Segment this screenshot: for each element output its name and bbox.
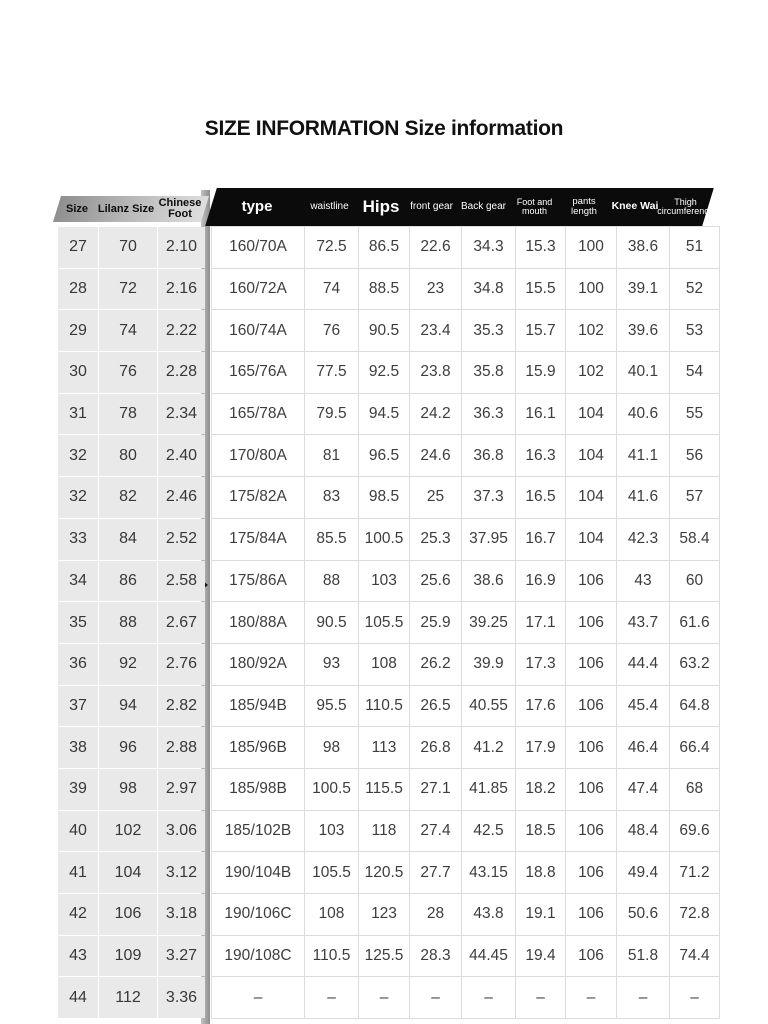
table-cell: 106: [566, 810, 617, 852]
table-cell: 39.25: [462, 602, 516, 644]
table-cell: 74.4: [670, 935, 720, 977]
table-cell: 72: [99, 269, 157, 310]
column-header: Chinese Foot: [158, 197, 202, 220]
table-cell: 81: [305, 435, 359, 477]
table-row: [212, 393, 720, 435]
table-cell: 44.45: [462, 935, 516, 977]
table-cell: 37.3: [462, 477, 516, 519]
table-cell: 26.5: [410, 685, 462, 727]
table-cell: 47.4: [617, 768, 670, 810]
table-cell: 34.8: [462, 268, 516, 310]
table-row: [58, 686, 205, 727]
table-cell: 41.1: [617, 435, 670, 477]
table-cell: 98.5: [359, 477, 410, 519]
table-row: [212, 685, 720, 727]
table-cell: 17.9: [516, 727, 566, 769]
table-cell: 100: [566, 268, 617, 310]
table-cell: 160/72A: [212, 268, 305, 310]
table-cell: 18.5: [516, 810, 566, 852]
table-cell: 90.5: [305, 602, 359, 644]
table-row: [58, 477, 205, 518]
table-cell: 94.5: [359, 393, 410, 435]
table-cell: 112: [99, 977, 157, 1018]
table-cell: 2.82: [158, 686, 205, 727]
table-cell: 43.8: [462, 894, 516, 936]
size-conversion-table-body: [58, 227, 205, 1018]
table-row: [212, 643, 720, 685]
table-cell: 115.5: [359, 768, 410, 810]
column-header: Thigh circumference: [657, 196, 714, 216]
table-cell: 39.9: [462, 643, 516, 685]
table-cell: 16.1: [516, 393, 566, 435]
right-table-header-row: [211, 188, 714, 226]
table-cell: 106: [566, 768, 617, 810]
table-row: [212, 518, 720, 560]
table-cell: 113: [359, 727, 410, 769]
table-cell: 100.5: [359, 518, 410, 560]
table-row: [212, 894, 720, 936]
table-cell: 108: [359, 643, 410, 685]
table-cell: 27.4: [410, 810, 462, 852]
table-cell: 84: [99, 519, 157, 560]
table-cell: 56: [670, 435, 720, 477]
table-cell: 100.5: [305, 768, 359, 810]
table-row: [212, 310, 720, 352]
table-cell: 25: [410, 477, 462, 519]
table-cell: 165/78A: [212, 393, 305, 435]
table-row: [58, 310, 205, 351]
table-cell: 86: [99, 561, 157, 602]
table-cell: 104: [99, 852, 157, 893]
table-cell: 35: [58, 602, 98, 643]
table-row: [58, 394, 205, 435]
column-header: Hips: [362, 197, 400, 217]
table-cell: 23: [410, 268, 462, 310]
table-cell: 102: [566, 310, 617, 352]
table-cell: 71.2: [670, 852, 720, 894]
table-cell: 96.5: [359, 435, 410, 477]
table-cell: 106: [566, 685, 617, 727]
table-cell: 66.4: [670, 727, 720, 769]
table-cell: 31: [58, 394, 98, 435]
table-cell: 102: [566, 352, 617, 394]
table-cell: 70: [99, 227, 157, 268]
table-cell: 104: [566, 477, 617, 519]
table-cell: 58.4: [670, 518, 720, 560]
table-cell: 185/98B: [212, 768, 305, 810]
table-row: [212, 602, 720, 644]
table-cell: 76: [305, 310, 359, 352]
table-cell: 42.5: [462, 810, 516, 852]
table-row: [58, 727, 205, 768]
table-cell: 51.8: [617, 935, 670, 977]
table-cell: 160/70A: [212, 227, 305, 269]
table-cell: 109: [99, 936, 157, 977]
table-cell: 165/76A: [212, 352, 305, 394]
table-cell: 118: [359, 810, 410, 852]
table-cell: 61.6: [670, 602, 720, 644]
table-cell: 25.9: [410, 602, 462, 644]
table-cell: 35.8: [462, 352, 516, 394]
table-cell: 23.4: [410, 310, 462, 352]
table-cell: 57: [670, 477, 720, 519]
table-row: [212, 435, 720, 477]
table-cell: –: [617, 977, 670, 1019]
table-cell: 27.7: [410, 852, 462, 894]
table-cell: 38.6: [617, 227, 670, 269]
table-cell: 64.8: [670, 685, 720, 727]
table-row: [58, 894, 205, 935]
table-cell: 92.5: [359, 352, 410, 394]
table-cell: 94: [99, 686, 157, 727]
table-row: [58, 227, 205, 268]
table-cell: 2.76: [158, 644, 205, 685]
table-cell: 185/94B: [212, 685, 305, 727]
table-cell: 86.5: [359, 227, 410, 269]
table-row: [58, 769, 205, 810]
table-cell: 37: [58, 686, 98, 727]
table-cell: 190/104B: [212, 852, 305, 894]
table-cell: –: [359, 977, 410, 1019]
table-cell: 104: [566, 435, 617, 477]
table-cell: 104: [566, 518, 617, 560]
table-cell: 38: [58, 727, 98, 768]
table-cell: 52: [670, 268, 720, 310]
table-row: [212, 227, 720, 269]
table-cell: 2.28: [158, 352, 205, 393]
table-cell: 16.7: [516, 518, 566, 560]
table-cell: –: [566, 977, 617, 1019]
table-row: [212, 810, 720, 852]
table-cell: 79.5: [305, 393, 359, 435]
table-cell: 3.36: [158, 977, 205, 1018]
column-header: Back gear: [460, 200, 507, 212]
table-row: [58, 352, 205, 393]
table-cell: 180/88A: [212, 602, 305, 644]
table-cell: 104: [566, 393, 617, 435]
table-cell: 98: [305, 727, 359, 769]
table-cell: 36.3: [462, 393, 516, 435]
size-detail-table-body: [212, 227, 720, 1019]
table-cell: 37.95: [462, 518, 516, 560]
table-cell: 185/102B: [212, 810, 305, 852]
table-cell: 69.6: [670, 810, 720, 852]
table-cell: 39.6: [617, 310, 670, 352]
table-cell: 30: [58, 352, 98, 393]
table-cell: 27.1: [410, 768, 462, 810]
table-cell: –: [516, 977, 566, 1019]
table-cell: 17.3: [516, 643, 566, 685]
table-cell: –: [305, 977, 359, 1019]
table-row: [58, 936, 205, 977]
table-row: [212, 727, 720, 769]
table-cell: 98: [99, 769, 157, 810]
table-cell: 77.5: [305, 352, 359, 394]
column-header: Foot and mouth: [516, 196, 553, 216]
table-cell: 72.8: [670, 894, 720, 936]
table-cell: –: [462, 977, 516, 1019]
table-cell: 43: [58, 936, 98, 977]
table-cell: 51: [670, 227, 720, 269]
table-cell: 80: [99, 435, 157, 476]
table-cell: 2.16: [158, 269, 205, 310]
table-cell: 17.6: [516, 685, 566, 727]
table-cell: 108: [305, 894, 359, 936]
table-cell: 16.3: [516, 435, 566, 477]
table-cell: 2.22: [158, 310, 205, 351]
table-cell: –: [410, 977, 462, 1019]
table-row: [58, 519, 205, 560]
table-cell: 53: [670, 310, 720, 352]
table-cell: 170/80A: [212, 435, 305, 477]
table-cell: 106: [566, 935, 617, 977]
table-cell: 96: [99, 727, 157, 768]
table-cell: 78: [99, 394, 157, 435]
table-row: [58, 852, 205, 893]
table-row: [212, 768, 720, 810]
table-cell: 106: [566, 560, 617, 602]
table-row: [212, 268, 720, 310]
column-header: waistline: [310, 200, 349, 212]
table-cell: 175/84A: [212, 518, 305, 560]
table-cell: 17.1: [516, 602, 566, 644]
table-cell: 41.85: [462, 768, 516, 810]
table-cell: 29: [58, 310, 98, 351]
table-cell: 2.40: [158, 435, 205, 476]
table-cell: 88.5: [359, 268, 410, 310]
table-row: [212, 852, 720, 894]
table-cell: 18.2: [516, 768, 566, 810]
table-cell: 19.4: [516, 935, 566, 977]
table-cell: 15.9: [516, 352, 566, 394]
table-cell: 110.5: [359, 685, 410, 727]
table-cell: 42.3: [617, 518, 670, 560]
table-cell: 15.3: [516, 227, 566, 269]
table-cell: 41.6: [617, 477, 670, 519]
table-cell: 35.3: [462, 310, 516, 352]
table-cell: 160/74A: [212, 310, 305, 352]
table-cell: 185/96B: [212, 727, 305, 769]
column-header: pants length: [571, 196, 597, 217]
table-cell: 26.8: [410, 727, 462, 769]
column-header: Size: [65, 202, 88, 215]
table-cell: 43.15: [462, 852, 516, 894]
table-cell: 38.6: [462, 560, 516, 602]
table-cell: 40.1: [617, 352, 670, 394]
size-detail-table: [211, 226, 720, 1019]
table-cell: 45.4: [617, 685, 670, 727]
table-cell: 18.8: [516, 852, 566, 894]
table-cell: 175/82A: [212, 477, 305, 519]
table-cell: 3.18: [158, 894, 205, 935]
column-header: Lilanz Size: [97, 202, 155, 215]
table-cell: 40: [58, 811, 98, 852]
table-cell: 120.5: [359, 852, 410, 894]
table-cell: 34.3: [462, 227, 516, 269]
table-cell: 16.5: [516, 477, 566, 519]
table-cell: –: [670, 977, 720, 1019]
table-cell: 48.4: [617, 810, 670, 852]
table-row: [212, 352, 720, 394]
table-cell: 28: [410, 894, 462, 936]
table-row: [58, 561, 205, 602]
table-cell: 2.58: [158, 561, 205, 602]
table-cell: 46.4: [617, 727, 670, 769]
table-cell: 88: [305, 560, 359, 602]
table-cell: 74: [305, 268, 359, 310]
column-header: front gear: [410, 200, 453, 212]
table-row: [58, 644, 205, 685]
table-cell: 44: [58, 977, 98, 1018]
table-row: [212, 935, 720, 977]
table-cell: 44.4: [617, 643, 670, 685]
table-cell: 24.6: [410, 435, 462, 477]
table-cell: 40.6: [617, 393, 670, 435]
table-cell: 106: [566, 894, 617, 936]
table-cell: 74: [99, 310, 157, 351]
table-cell: 110.5: [305, 935, 359, 977]
table-cell: 2.97: [158, 769, 205, 810]
table-cell: 42: [58, 894, 98, 935]
table-cell: 106: [566, 643, 617, 685]
table-cell: 100: [566, 227, 617, 269]
table-row: [212, 977, 720, 1019]
table-cell: 180/92A: [212, 643, 305, 685]
table-cell: 34: [58, 561, 98, 602]
table-cell: 24.2: [410, 393, 462, 435]
table-cell: 54: [670, 352, 720, 394]
table-cell: 106: [566, 602, 617, 644]
table-cell: 15.5: [516, 268, 566, 310]
table-cell: 125.5: [359, 935, 410, 977]
table-cell: 93: [305, 643, 359, 685]
table-cell: 82: [99, 477, 157, 518]
table-cell: 103: [359, 560, 410, 602]
table-cell: 3.06: [158, 811, 205, 852]
table-cell: 3.27: [158, 936, 205, 977]
table-cell: 102: [99, 811, 157, 852]
table-cell: 32: [58, 477, 98, 518]
table-cell: 2.88: [158, 727, 205, 768]
table-cell: 3.12: [158, 852, 205, 893]
column-header: type: [241, 198, 273, 216]
table-cell: 55: [670, 393, 720, 435]
table-row: [58, 811, 205, 852]
table-row: [212, 560, 720, 602]
table-cell: 22.6: [410, 227, 462, 269]
table-row: [212, 477, 720, 519]
table-cell: 23.8: [410, 352, 462, 394]
table-cell: 43.7: [617, 602, 670, 644]
table-cell: 68: [670, 768, 720, 810]
size-conversion-table: [57, 226, 206, 1019]
table-cell: 40.55: [462, 685, 516, 727]
table-cell: 16.9: [516, 560, 566, 602]
table-cell: 43: [617, 560, 670, 602]
table-cell: 27: [58, 227, 98, 268]
table-cell: 28: [58, 269, 98, 310]
table-row: [58, 269, 205, 310]
table-cell: 90.5: [359, 310, 410, 352]
table-cell: 92: [99, 644, 157, 685]
table-cell: 2.10: [158, 227, 205, 268]
table-cell: 175/86A: [212, 560, 305, 602]
table-cell: 63.2: [670, 643, 720, 685]
table-cell: 39.1: [617, 268, 670, 310]
table-cell: 41.2: [462, 727, 516, 769]
table-cell: 88: [99, 602, 157, 643]
table-cell: 60: [670, 560, 720, 602]
table-cell: 25.6: [410, 560, 462, 602]
table-cell: 106: [566, 727, 617, 769]
table-row: [58, 435, 205, 476]
table-cell: 95.5: [305, 685, 359, 727]
table-cell: 49.4: [617, 852, 670, 894]
table-cell: 2.34: [158, 394, 205, 435]
table-cell: 2.52: [158, 519, 205, 560]
table-cell: 72.5: [305, 227, 359, 269]
table-cell: 83: [305, 477, 359, 519]
table-cell: 25.3: [410, 518, 462, 560]
table-cell: 15.7: [516, 310, 566, 352]
table-cell: 50.6: [617, 894, 670, 936]
table-cell: 103: [305, 810, 359, 852]
table-cell: 190/106C: [212, 894, 305, 936]
table-cell: 36: [58, 644, 98, 685]
table-cell: 41: [58, 852, 98, 893]
table-cell: –: [212, 977, 305, 1019]
page-title: SIZE INFORMATION Size information: [204, 117, 564, 140]
table-cell: 190/108C: [212, 935, 305, 977]
table-cell: 2.67: [158, 602, 205, 643]
left-table-header-row: [57, 196, 205, 222]
table-cell: 28.3: [410, 935, 462, 977]
table-cell: 85.5: [305, 518, 359, 560]
column-header: Knee Wai: [611, 200, 659, 213]
table-row: [58, 977, 205, 1018]
table-cell: 36.8: [462, 435, 516, 477]
table-cell: 123: [359, 894, 410, 936]
table-cell: 105.5: [359, 602, 410, 644]
table-cell: 106: [99, 894, 157, 935]
table-cell: 33: [58, 519, 98, 560]
table-cell: 106: [566, 852, 617, 894]
table-cell: 105.5: [305, 852, 359, 894]
table-cell: 26.2: [410, 643, 462, 685]
table-cell: 2.46: [158, 477, 205, 518]
table-row: [58, 602, 205, 643]
table-cell: 39: [58, 769, 98, 810]
table-cell: 76: [99, 352, 157, 393]
table-cell: 32: [58, 435, 98, 476]
table-cell: 19.1: [516, 894, 566, 936]
